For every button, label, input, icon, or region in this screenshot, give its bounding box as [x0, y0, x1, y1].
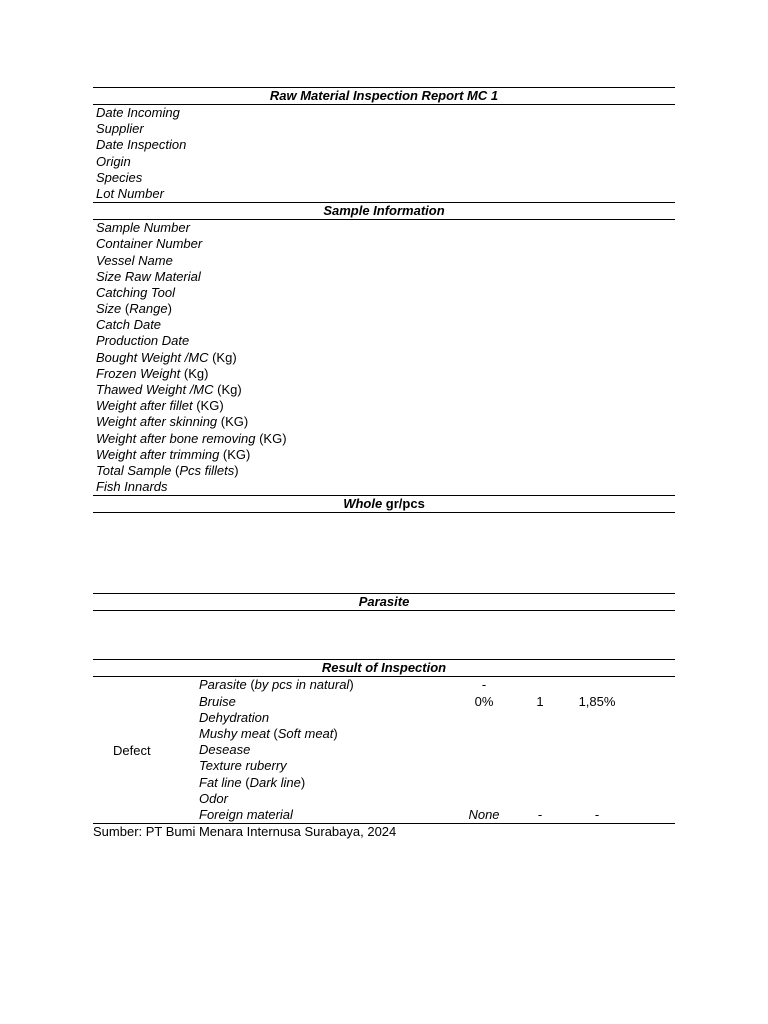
field-vessel-name: Vessel Name — [96, 252, 173, 268]
field-weight-after-fillet: Weight after fillet (KG) — [96, 398, 224, 414]
defect-table — [93, 677, 675, 823]
field-thawed-weight: Thawed Weight /MC (Kg) — [96, 382, 242, 397]
field-lot-number: Lot Number — [96, 185, 164, 201]
defect-row-texture-ruberry: Texture ruberry — [199, 758, 287, 774]
whole-section-title: Whole gr/pcs — [343, 496, 425, 512]
field-origin: Origin — [96, 153, 131, 169]
field-frozen-weight: Frozen Weight (Kg) — [96, 365, 209, 381]
field-supplier: Supplier — [96, 121, 144, 137]
sample-section-title: Sample Information — [323, 203, 445, 219]
parasite-blank-area — [93, 611, 675, 659]
defect-row-foreign-material: Foreign material None - - — [199, 806, 600, 822]
defect-row-parasite: Parasite (by pcs in natural) - — [199, 677, 487, 693]
defect-row-mushy-meat: Mushy meat (Soft meat) — [199, 725, 338, 741]
defect-row-dehydration: Dehydration — [199, 709, 270, 725]
defect-row-odor: Odor — [199, 790, 228, 806]
field-container-number: Container Number — [96, 236, 203, 252]
field-weight-after-bone-removing: Weight after bone removing (KG) — [96, 430, 287, 446]
field-fish-innards: Fish Innards — [96, 479, 168, 495]
defect-row-fat-line: Fat line (Dark line) — [199, 774, 306, 790]
source-caption: Sumber: PT Bumi Menara Internusa Surabaya, 2024 — [93, 824, 397, 839]
field-species: Species — [96, 169, 143, 185]
field-catching-tool: Catching Tool — [96, 284, 176, 300]
defect-row-bruise: Bruise 0% 1 1,85% — [199, 693, 616, 709]
field-weight-after-trimming: Weight after trimming (KG) — [96, 446, 251, 462]
field-size-range: Size (Range) — [96, 301, 172, 317]
defect-row-desease: Desease — [199, 742, 251, 758]
sample-fields — [93, 220, 675, 495]
field-weight-after-skinning: Weight after skinning (KG) — [96, 414, 249, 430]
result-section-title: Result of Inspection — [321, 660, 447, 676]
field-catch-date: Catch Date — [96, 317, 162, 333]
field-production-date: Production Date — [96, 333, 190, 349]
field-date-incoming: Date Incoming — [96, 105, 180, 120]
field-bought-weight: Bought Weight /MC (Kg) — [96, 349, 237, 365]
field-total-sample: Total Sample (Pcs fillets) — [96, 462, 239, 478]
header-fields — [93, 105, 675, 202]
whole-blank-area — [93, 513, 675, 593]
field-size-raw-material: Size Raw Material — [96, 268, 201, 284]
field-date-inspection: Date Inspection — [96, 137, 187, 153]
report-title: Raw Material Inspection Report MC 1 — [269, 88, 499, 103]
field-sample-number: Sample Number — [96, 220, 190, 236]
parasite-section-title: Parasite — [358, 594, 410, 610]
defect-label: Defect — [113, 743, 151, 759]
inspection-report-table — [93, 87, 675, 824]
